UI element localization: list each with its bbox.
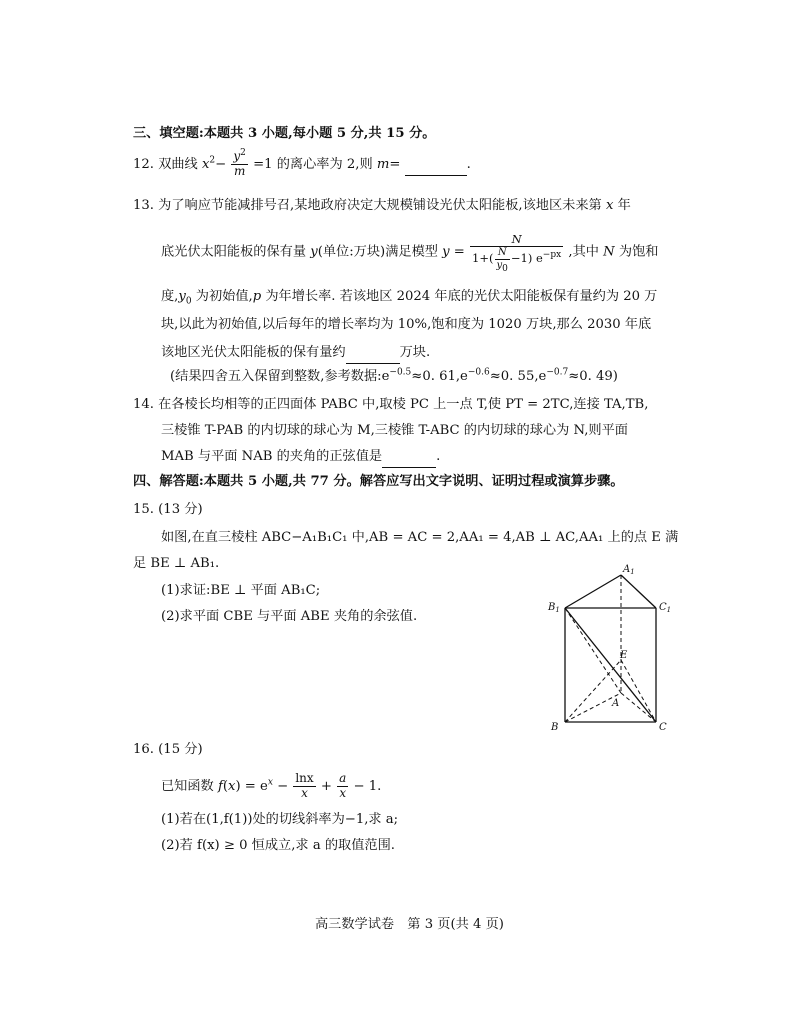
section-4-heading: 四、解答题:本题共 5 小题,共 77 分。解答应写出文字说明、证明过程或演算步骤。	[133, 474, 624, 489]
label-e: E	[620, 650, 628, 661]
label-b1: $B_1$	[548, 602, 560, 614]
model-fraction	[470, 232, 563, 274]
edge-b1-c	[565, 608, 656, 722]
question-number: 12.	[133, 156, 154, 172]
question-12-text-a: 双曲线	[158, 156, 198, 172]
model-fraction-den: 1+( $\frac{N}{y_0}$ −1) $e^{-px}$	[472, 247, 562, 274]
question-13-line-2: 底光伏太阳能板的保有量 y(单位:万块)满足模型 y = N 1+( $\frac{N}{y_0}$ −1) $e^{-px}$ ,其中 N 为饱和	[161, 232, 659, 274]
minus: −	[215, 156, 227, 172]
question-15-part-1: (1)求证:BE ⊥ 平面 AB₁C;	[161, 583, 321, 598]
question-15-line-1: 如图,在直三棱柱 ABC−A₁B₁C₁ 中,AB = AC = 2,AA₁ = 4,AB ⊥ AC,AA₁ 上的点 E 满	[161, 530, 679, 545]
answer-blank[interactable]	[346, 347, 400, 364]
section-3-heading: 三、填空题:本题共 3 小题,每小题 5 分,共 15 分。	[133, 126, 436, 141]
var-x: x	[201, 156, 210, 172]
question-16-part-2: (2)若 f(x) ≥ 0 恒成立,求 a 的取值范围.	[161, 838, 395, 853]
edge-b-e	[565, 660, 621, 722]
question-15-line-2: 足 BE ⊥ AB₁.	[133, 556, 220, 571]
question-16-intro: 已知函数 $f(x) = e^x$ − $\frac{\ln x}{x}$ + $\frac{a}{x}$ − 1.	[161, 771, 382, 800]
question-13-line-3: 度$,y_0$ 为初始值,p 为年增长率. 若该地区 2024 年底的光伏太阳能板保有量约为 20 万	[161, 289, 658, 307]
label-a1: $A_1$	[623, 564, 635, 576]
equals: =	[389, 156, 401, 172]
question-14-line-1: 14. 在各棱长均相等的正四面体 PABC 中,取棱 PC 上一点 T,使 PT = 2TC,连接 TA,TB,	[133, 397, 649, 412]
question-13-line-5: 该地区光伏太阳能板的保有量约 万块.	[161, 345, 430, 364]
fraction-num: $y^2$	[233, 148, 246, 163]
label-c: C	[659, 722, 667, 733]
question-14-line-3: MAB 与平面 NAB 的夹角的正弦值是 .	[161, 449, 440, 468]
question-15-part-2: (2)求平面 CBE 与平面 ABE 夹角的余弦值.	[161, 609, 418, 624]
question-16-score: 16. (15 分)	[133, 742, 203, 757]
fraction-y2-over-m	[231, 150, 248, 179]
period: .	[466, 156, 471, 172]
label-c1: $C_1$	[659, 602, 672, 614]
var-m: m	[376, 156, 390, 172]
question-16-part-1: (1)若在(1,f(1))处的切线斜率为−1,求 a;	[161, 812, 399, 827]
fraction-den: m	[233, 163, 246, 178]
edge-b1-a1	[565, 575, 621, 608]
edge-a1-c1	[621, 575, 656, 608]
edge-b1-a	[565, 608, 621, 693]
model-fraction-num: N	[470, 233, 563, 247]
label-b: B	[551, 722, 559, 733]
label-a: A	[612, 698, 620, 709]
question-12	[133, 150, 471, 179]
question-14-line-2: 三棱锥 T-PAB 的内切球的球心为 M,三棱锥 T-ABC 的内切球的球心为 N,则平面	[161, 423, 628, 438]
prism-figure	[540, 560, 680, 740]
question-12-text-b: =1 的离心率为 2,则	[253, 156, 377, 172]
question-13-line-1: 13. 为了响应节能减排号召,某地政府决定大规模铺设光伏太阳能板,该地区未来第 x 年	[133, 198, 631, 213]
exponent: 2	[209, 155, 216, 166]
question-13-line-4: 块,以此为初始值,以后每年的增长率均为 10%,饱和度为 1020 万块,那么 2030 年底	[161, 317, 652, 332]
edge-e-c	[621, 660, 656, 722]
fraction-a-over-x: $\frac{a}{x}$	[339, 771, 347, 800]
question-15-score: 15. (13 分)	[133, 502, 203, 517]
answer-blank[interactable]	[382, 451, 436, 468]
fraction-lnx-over-x: $\frac{\ln x}{x}$	[295, 771, 314, 800]
page-footer: 高三数学试卷 第 3 页(共 4 页)	[315, 917, 504, 932]
edge-a-c	[621, 693, 656, 722]
answer-blank[interactable]	[405, 159, 467, 176]
question-13-hint: (结果四舍五入保留到整数,参考数据$:e^{-0.5}\approx 0$. $61,e^{-0.6}\approx 0$. $55,e^{-0.7}\approx 0$. 49)	[170, 367, 618, 384]
